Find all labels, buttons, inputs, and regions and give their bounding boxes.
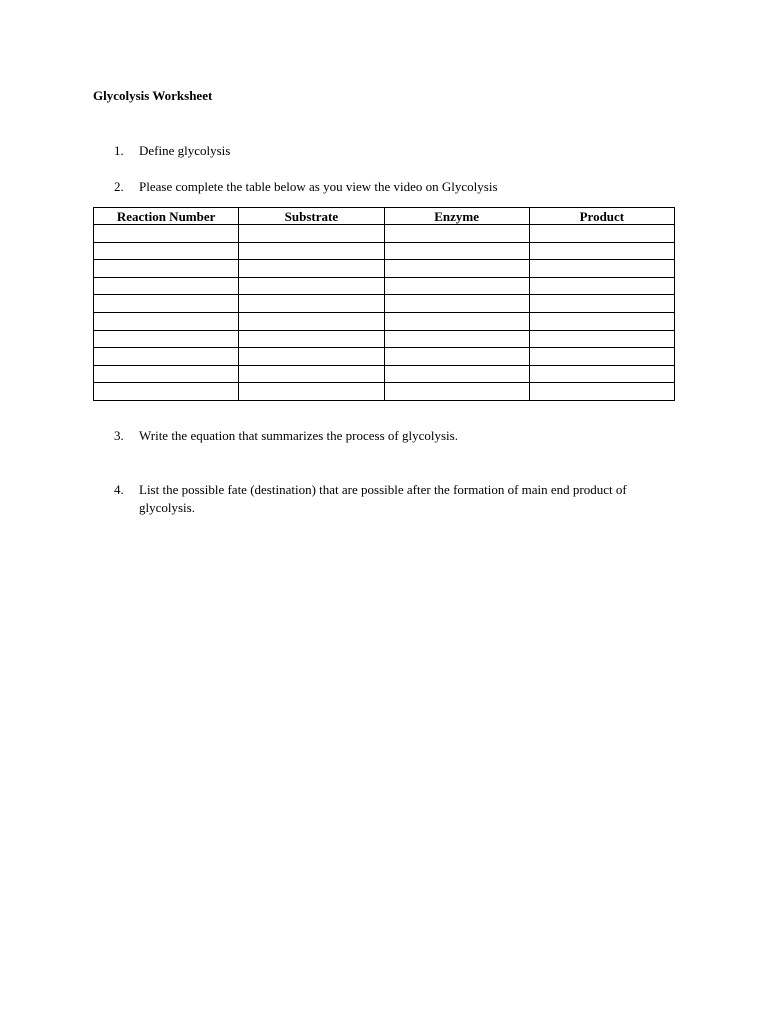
table-cell[interactable] [384,330,529,348]
question-1 [114,142,674,160]
table-row [94,225,675,243]
table-cell[interactable] [94,312,239,330]
table-cell[interactable] [94,225,239,243]
table-cell[interactable] [94,242,239,260]
table-header-row [94,208,675,225]
table-cell[interactable] [529,312,674,330]
question-number: 1. [114,143,124,158]
table-row [94,348,675,366]
question-text: Define glycolysis [139,143,231,158]
table-cell[interactable] [239,242,384,260]
table-cell[interactable] [384,365,529,383]
table-cell[interactable] [384,383,529,401]
table-cell[interactable] [529,348,674,366]
header-product: Product [529,208,674,225]
question-number: 2. [114,179,124,194]
table-cell[interactable] [94,277,239,295]
question-4 [114,481,674,517]
table-cell[interactable] [384,260,529,278]
table-row [94,295,675,313]
question-text: Write the equation that summarizes the process of glycolysis. [139,428,458,443]
table-row [94,330,675,348]
table-cell[interactable] [94,383,239,401]
table-cell[interactable] [239,277,384,295]
table-body [94,225,675,401]
table-cell[interactable] [384,348,529,366]
question-number: 3. [114,428,124,443]
table-cell[interactable] [384,242,529,260]
table-cell[interactable] [239,383,384,401]
table-cell[interactable] [239,348,384,366]
table-row [94,365,675,383]
table-cell[interactable] [529,365,674,383]
table-cell[interactable] [94,330,239,348]
table-cell[interactable] [529,330,674,348]
table-cell[interactable] [94,295,239,313]
table-row [94,312,675,330]
table-cell[interactable] [239,330,384,348]
header-substrate: Substrate [239,208,384,225]
table-cell[interactable] [239,365,384,383]
table-row [94,277,675,295]
page-title: Glycolysis Worksheet [93,88,213,103]
question-number: 4. [114,482,124,497]
table-cell[interactable] [529,277,674,295]
table-cell[interactable] [529,242,674,260]
table-cell[interactable] [384,225,529,243]
question-3 [114,427,674,445]
table-row [94,260,675,278]
table-cell[interactable] [529,260,674,278]
header-enzyme: Enzyme [384,208,529,225]
table-cell[interactable] [239,225,384,243]
table-cell[interactable] [529,225,674,243]
table-cell[interactable] [384,312,529,330]
table-cell[interactable] [94,348,239,366]
question-text: Please complete the table below as you view the video on Glycolysis [139,179,498,194]
table-cell[interactable] [239,260,384,278]
table-cell[interactable] [94,260,239,278]
question-text: List the possible fate (destination) that are possible after the formation of main end product of glycolysis. [139,482,627,515]
table-cell[interactable] [384,295,529,313]
table-cell[interactable] [239,312,384,330]
table-row [94,383,675,401]
table-cell[interactable] [94,365,239,383]
question-2 [114,178,674,196]
table-row [94,242,675,260]
table-cell[interactable] [384,277,529,295]
header-reaction-number: Reaction Number [94,208,239,225]
table-cell[interactable] [239,295,384,313]
table-cell[interactable] [529,383,674,401]
table-cell[interactable] [529,295,674,313]
reaction-table [93,207,675,401]
